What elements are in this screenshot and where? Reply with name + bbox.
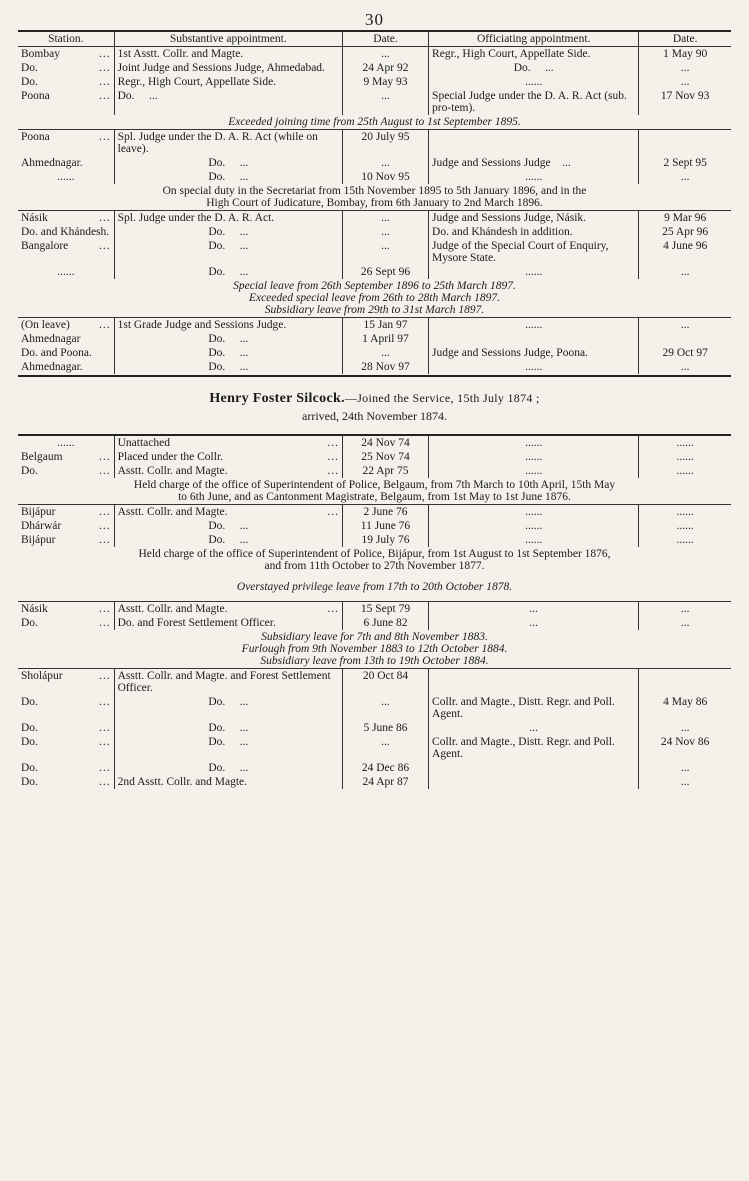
station-name: Do. (21, 776, 38, 788)
station-name: Do. (21, 736, 38, 748)
station-name: Dhárwár (21, 520, 62, 532)
officiating-appointment (429, 775, 639, 789)
date-2: ... (639, 775, 731, 789)
officiating-appointment: Regr., High Court, Appellate Side. (429, 47, 639, 62)
date-1: ... (342, 211, 428, 226)
substantive-appointment: Do. (208, 736, 226, 748)
date-2: ... (639, 360, 731, 374)
officiating-appointment (429, 669, 639, 696)
station-name: Ahmednagar. (21, 361, 83, 373)
substantive-appointment: Do. (208, 347, 226, 359)
date-2: 9 Mar 96 (639, 211, 731, 226)
special-leave-note-3: Subsidiary leave from 29th to 31st March 1897. (264, 304, 485, 316)
substantive-appointment: Do. and Forest Settlement Officer. (114, 616, 342, 630)
officiating-appointment: ...... (429, 435, 639, 450)
special-leave-note-1: Special leave from 26th September 1896 to 25th March 1897. (233, 280, 516, 292)
page-number: 30 (365, 10, 384, 29)
date-1: 24 Apr 87 (342, 775, 428, 789)
date-1: ... (342, 89, 428, 115)
table-row (18, 265, 731, 279)
subsidiary-leave-note-2: Subsidiary leave from 13th to 19th October 1884. (260, 655, 489, 667)
date-1: ... (342, 225, 428, 239)
dot-leader: ... (239, 534, 249, 546)
station-name: Bijápur (21, 534, 56, 546)
date-2: 29 Oct 97 (639, 346, 731, 360)
station-name: Do. (21, 76, 38, 88)
dot-leader: ... (99, 617, 111, 629)
table-row (18, 89, 731, 115)
station-name: Bangalore (21, 240, 69, 252)
station-name: Do. (21, 722, 38, 734)
dot-leader: ... (148, 90, 158, 102)
date-1: 22 Apr 75 (342, 464, 428, 478)
date-2: 25 Apr 96 (639, 225, 731, 239)
date-1: 24 Nov 74 (342, 435, 428, 450)
station-name: Bombay (21, 48, 60, 60)
date-2: ... (639, 318, 731, 333)
date-2: ... (639, 616, 731, 630)
station-name: Násik (21, 603, 48, 615)
officiating-appointment: ...... (429, 519, 639, 533)
substantive-appointment: Asstt. Collr. and Magte. (117, 465, 228, 477)
table-row (18, 130, 731, 157)
dot-leader: ... (562, 157, 571, 169)
officiating-appointment: ... (429, 616, 639, 630)
substantive-appointment: Do. (208, 240, 226, 252)
dot-leader: ... (239, 171, 249, 183)
substantive-appointment: Do. (208, 171, 226, 183)
date-1: 9 May 93 (342, 75, 428, 89)
note-row (18, 573, 731, 602)
table-row (18, 505, 731, 520)
header-date-1: Date. (342, 31, 428, 47)
officiating-appointment: ...... (429, 265, 639, 279)
substantive-appointment: Regr., High Court, Appellate Side. (114, 75, 342, 89)
date-1: ... (342, 735, 428, 761)
station-name: Sholápur (21, 670, 63, 682)
officiating-appointment: Do. and Khándesh in addition. (429, 225, 639, 239)
substantive-appointment: Do. (208, 361, 226, 373)
dot-leader: ... (239, 762, 249, 774)
station-name: ...... (57, 171, 75, 183)
date-2: 4 May 86 (639, 695, 731, 721)
date-2: ...... (639, 533, 731, 547)
note-row (18, 184, 731, 211)
officiating-appointment: ...... (429, 170, 639, 184)
dot-leader: ... (99, 722, 111, 734)
dot-leader: ... (327, 451, 339, 463)
dot-leader: ... (99, 520, 111, 532)
officiating-appointment: ...... (429, 464, 639, 478)
substantive-appointment: Do. (208, 696, 226, 708)
officer-heading (18, 379, 731, 409)
table-row (18, 318, 731, 333)
header-substantive: Substantive appointment. (114, 31, 342, 47)
dot-leader: ... (99, 534, 111, 546)
dot-leader: ... (99, 76, 111, 88)
dot-leader: ... (99, 90, 111, 102)
dot-leader: ... (239, 361, 249, 373)
officiating-appointment: ...... (429, 75, 639, 89)
officiating-appointment: Judge and Sessions Judge, Násik. (429, 211, 639, 226)
substantive-appointment: Do. (208, 722, 226, 734)
date-1: 11 June 76 (342, 519, 428, 533)
officiating-appointment: Judge of the Special Court of Enquiry, Mysore State. (429, 239, 639, 265)
date-2: ...... (639, 435, 731, 450)
officiating-appointment: Judge and Sessions Judge, Poona. (429, 346, 639, 360)
held-charge-note-2b: and from 11th October to 27th November 1877. (264, 560, 485, 572)
service-record-table-2 (18, 434, 731, 789)
date-1: 20 Oct 84 (342, 669, 428, 696)
dot-leader: ... (99, 670, 111, 682)
dot-leader: ... (239, 722, 249, 734)
dot-leader: ... (99, 506, 111, 518)
date-1: 20 July 95 (342, 130, 428, 157)
substantive-appointment: Do. (208, 762, 226, 774)
service-record-table-1 (18, 30, 731, 374)
station-name: Poona (21, 131, 50, 143)
date-1: ... (342, 156, 428, 170)
dot-leader: ... (239, 333, 249, 345)
note-row (18, 630, 731, 669)
substantive-appointment: Do. (208, 226, 226, 238)
header-date-2: Date. (639, 31, 731, 47)
table-row (18, 211, 731, 226)
dot-leader: ... (99, 603, 111, 615)
table-row (18, 332, 731, 346)
substantive-appointment: Unattached (117, 437, 170, 449)
note-row (18, 478, 731, 505)
officiating-appointment: ... (429, 721, 639, 735)
register-sheet (18, 30, 731, 789)
dot-leader: ... (545, 62, 554, 74)
special-leave-note-2: Exceeded special leave from 26th to 28th March 1897. (248, 292, 501, 304)
substantive-appointment: Do. (208, 266, 226, 278)
dot-leader: ... (327, 506, 339, 518)
station-name: Do. (21, 696, 38, 708)
date-2: ... (639, 75, 731, 89)
date-1: 1 April 97 (342, 332, 428, 346)
officiating-appointment: ...... (429, 450, 639, 464)
substantive-appointment: Asstt. Collr. and Magte. (117, 603, 228, 615)
substantive-appointment: Do. (208, 333, 226, 345)
date-1: ... (342, 346, 428, 360)
date-2: ...... (639, 505, 731, 520)
date-1: 28 Nov 97 (342, 360, 428, 374)
note-row (18, 115, 731, 130)
date-2: ...... (639, 464, 731, 478)
officiating-appointment (429, 130, 639, 157)
dot-leader: ... (239, 157, 249, 169)
officiating-appointment (429, 761, 639, 775)
date-1: 15 Sept 79 (342, 602, 428, 617)
table-row (18, 519, 731, 533)
special-duty-note-line2: High Court of Judicature, Bombay, from 6th January to 2nd March 1896. (206, 197, 543, 209)
dot-leader: ... (239, 736, 249, 748)
leave-note: Exceeded joining time from 25th August to 1st September 1895. (228, 116, 521, 128)
table-row (18, 735, 731, 761)
held-charge-note-1a: Held charge of the office of Superintendent of Police, Belgaum, from 7th March to 10th April, 15th May (133, 479, 616, 491)
substantive-appointment: Spl. Judge under the D. A. R. Act. (114, 211, 342, 226)
table-row (18, 156, 731, 170)
table-row (18, 695, 731, 721)
date-2 (639, 130, 731, 157)
table-row (18, 721, 731, 735)
table-row (18, 533, 731, 547)
furlough-note: Furlough from 9th November 1883 to 12th October 1884. (241, 643, 508, 655)
dot-leader: ... (239, 226, 249, 238)
dot-leader: ... (239, 240, 249, 252)
substantive-appointment: 1st Grade Judge and Sessions Judge. (114, 318, 342, 333)
officiating-appointment: Collr. and Magte., Distt. Regr. and Poll. Agent. (429, 695, 639, 721)
station-name: Poona (21, 90, 50, 102)
station-name: Do. and Khándesh. (21, 226, 110, 238)
overstayed-leave-note: Overstayed privilege leave from 17th to 20th October 1878. (236, 581, 513, 593)
substantive-appointment: Do. (208, 520, 226, 532)
dot-leader: ... (99, 736, 111, 748)
dot-leader: ... (327, 437, 339, 449)
date-1: 24 Apr 92 (342, 61, 428, 75)
station-name: Násik (21, 212, 48, 224)
table-row (18, 669, 731, 696)
dot-leader: ... (99, 212, 111, 224)
table-row (18, 170, 731, 184)
date-2: ... (639, 721, 731, 735)
substantive-appointment: Do. (208, 157, 226, 169)
station-name: Do. (21, 62, 38, 74)
header-station: Station. (18, 31, 114, 47)
officiating-appointment: Special Judge under the D. A. R. Act (sub. pro-tem). (429, 89, 639, 115)
dot-leader: ... (99, 776, 111, 788)
dot-leader: ... (99, 319, 111, 331)
date-2: 24 Nov 86 (639, 735, 731, 761)
officer-name: Henry Foster Silcock. (209, 391, 345, 406)
date-2 (639, 669, 731, 696)
dot-leader: ... (239, 347, 249, 359)
officiating-appointment: ...... (429, 505, 639, 520)
date-1: ... (342, 695, 428, 721)
dot-leader: ... (99, 762, 111, 774)
officiating-appointment: ... (429, 602, 639, 617)
table-row (18, 761, 731, 775)
date-2: 2 Sept 95 (639, 156, 731, 170)
dot-leader: ... (327, 465, 339, 477)
officiating-appointment: Do. (513, 62, 531, 74)
substantive-appointment: Joint Judge and Sessions Judge, Ahmedabad. (114, 61, 342, 75)
dot-leader: ... (99, 131, 111, 143)
dot-leader: ... (99, 465, 111, 477)
date-2: 4 June 96 (639, 239, 731, 265)
station-name: Ahmednagar (21, 333, 81, 345)
date-2: 1 May 90 (639, 47, 731, 62)
dot-leader: ... (327, 603, 339, 615)
table-row (18, 435, 731, 450)
officiating-appointment: Collr. and Magte., Distt. Regr. and Poll. Agent. (429, 735, 639, 761)
officer-arrival-text: arrived, 24th November 1874. (302, 409, 447, 423)
table-row (18, 75, 731, 89)
dot-leader: ... (99, 48, 111, 60)
station-name: Ahmednagar. (21, 157, 83, 169)
officiating-appointment: ...... (429, 360, 639, 374)
date-1: 26 Sept 96 (342, 265, 428, 279)
substantive-appointment: Spl. Judge under the D. A. R. Act (while on leave). (114, 130, 342, 157)
date-1: 15 Jan 97 (342, 318, 428, 333)
date-2: 17 Nov 93 (639, 89, 731, 115)
dot-leader: ... (239, 266, 249, 278)
date-1: 10 Nov 95 (342, 170, 428, 184)
officiating-appointment: ...... (429, 318, 639, 333)
station-name: Do. and Poona. (21, 347, 92, 359)
substantive-appointment: 1st Asstt. Collr. and Magte. (114, 47, 342, 62)
station-name: Do. (21, 465, 38, 477)
station-name: ...... (18, 435, 114, 450)
dot-leader: ... (239, 696, 249, 708)
table-row (18, 602, 731, 617)
station-name: Bijápur (21, 506, 56, 518)
date-2: ... (639, 265, 731, 279)
table-row (18, 61, 731, 75)
date-1: ... (342, 239, 428, 265)
date-2: ... (639, 61, 731, 75)
dot-leader: ... (239, 520, 249, 532)
date-1: 6 June 82 (342, 616, 428, 630)
table-row (18, 225, 731, 239)
held-charge-note-2a: Held charge of the office of Superintendent of Police, Bijápur, from 1st August to 1st September 1876, (138, 548, 611, 560)
table-row (18, 464, 731, 478)
date-2 (639, 332, 731, 346)
table-row (18, 450, 731, 464)
table-header-row (18, 31, 731, 47)
station-name: Do. (21, 617, 38, 629)
table-row (18, 47, 731, 62)
dot-leader: ... (99, 451, 111, 463)
station-name: (On leave) (21, 319, 70, 331)
officiating-appointment (429, 332, 639, 346)
substantive-appointment: Do. (208, 534, 226, 546)
dot-leader: ... (99, 62, 111, 74)
date-1: 25 Nov 74 (342, 450, 428, 464)
date-2: ...... (639, 519, 731, 533)
substantive-appointment: Do. (117, 90, 135, 102)
held-charge-note-1b: to 6th June, and as Cantonment Magistrate, Belgaum, from 1st May to 1st June 1876. (178, 491, 571, 503)
substantive-appointment: Asstt. Collr. and Magte. (117, 506, 228, 518)
substantive-appointment: Asstt. Collr. and Magte. and Forest Settlement Officer. (114, 669, 342, 696)
officiating-appointment: ...... (429, 533, 639, 547)
dot-leader: ... (99, 240, 111, 252)
station-name: ...... (57, 266, 75, 278)
date-1: ... (342, 47, 428, 62)
date-1: 19 July 76 (342, 533, 428, 547)
substantive-appointment: Placed under the Collr. (117, 451, 224, 463)
officer-join-text: —Joined the Service, 15th July 1874 ; (344, 391, 540, 405)
date-1: 5 June 86 (342, 721, 428, 735)
substantive-appointment: 2nd Asstt. Collr. and Magte. (114, 775, 342, 789)
station-name: Belgaum (21, 451, 63, 463)
table-row (18, 360, 731, 374)
special-duty-note-line1: On special duty in the Secretariat from 15th November 1895 to 5th January 1896, and in the (162, 185, 587, 197)
date-2: ... (639, 602, 731, 617)
station-name: Do. (21, 762, 38, 774)
subsidiary-leave-note-1: Subsidiary leave for 7th and 8th November 1883. (261, 631, 488, 643)
header-officiating: Officiating appointment. (429, 31, 639, 47)
officiating-appointment: Judge and Sessions Judge (432, 157, 551, 169)
table-row (18, 616, 731, 630)
table-row (18, 346, 731, 360)
table-row (18, 775, 731, 789)
date-2: ... (639, 761, 731, 775)
note-row (18, 547, 731, 573)
dot-leader: ... (99, 696, 111, 708)
date-2: ... (639, 170, 731, 184)
date-1: 2 June 76 (342, 505, 428, 520)
note-row (18, 279, 731, 318)
date-2: ...... (639, 450, 731, 464)
date-1: 24 Dec 86 (342, 761, 428, 775)
table-row (18, 239, 731, 265)
